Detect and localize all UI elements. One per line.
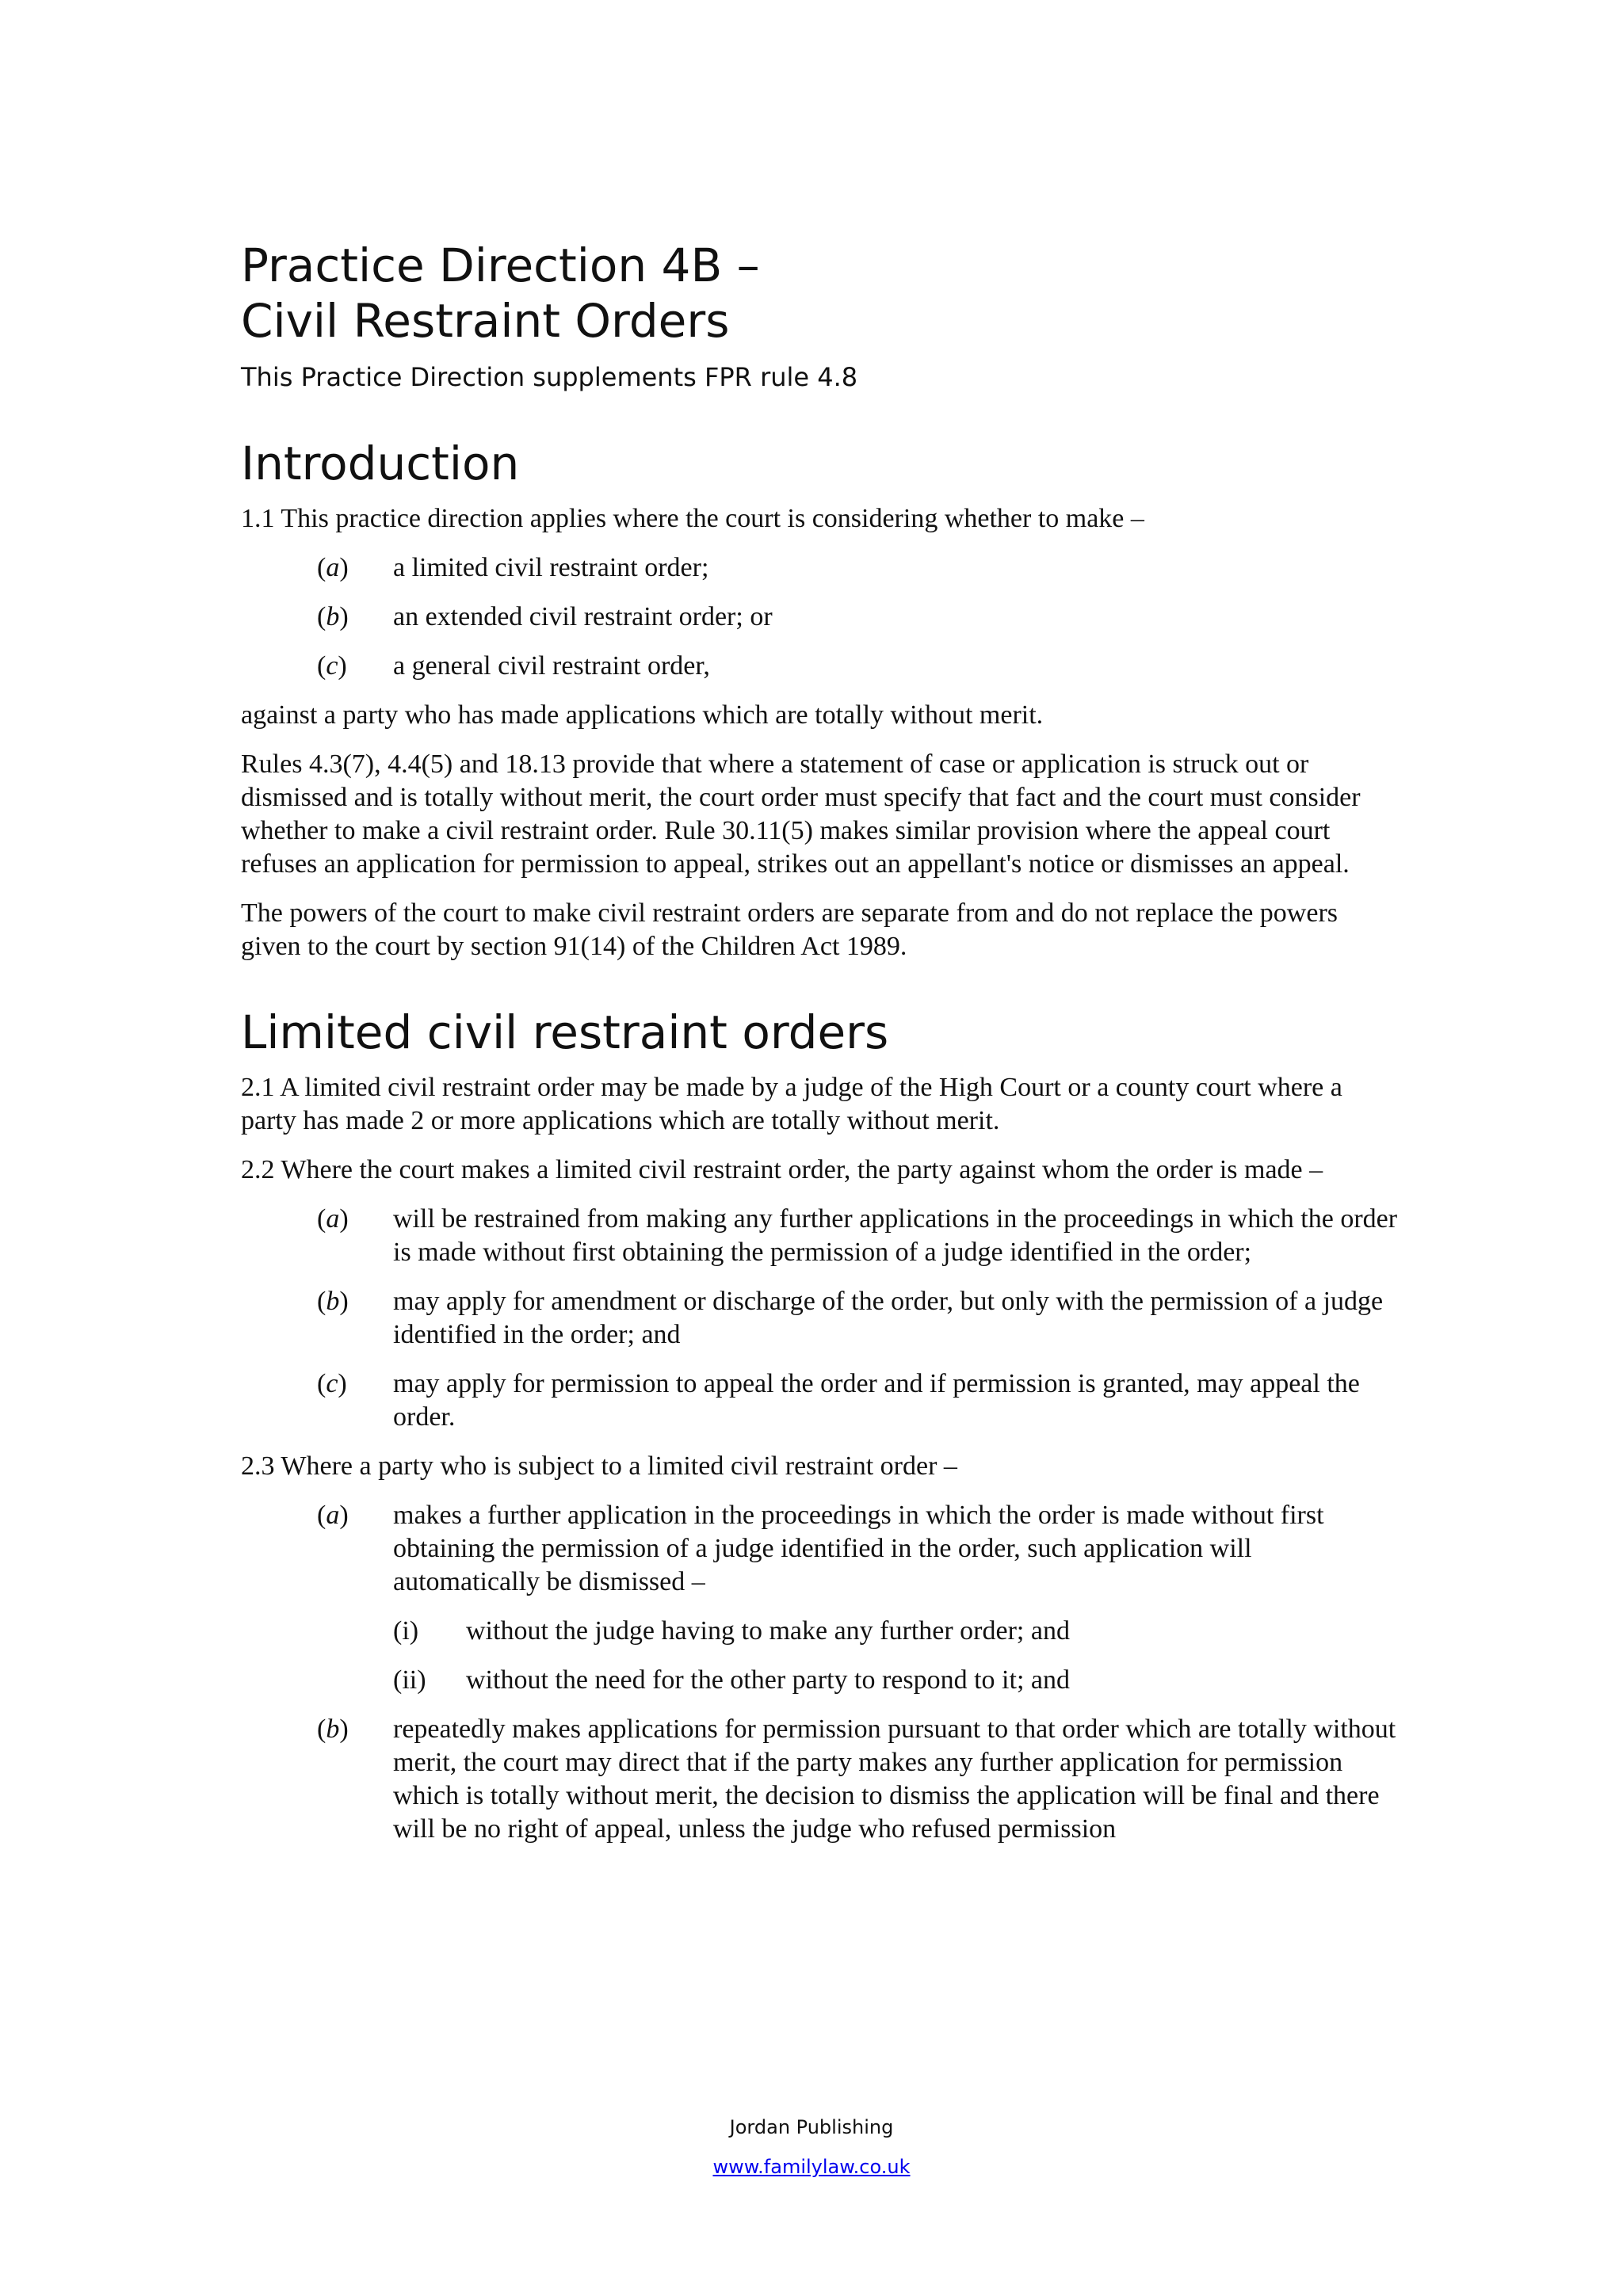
list-item bbox=[317, 650, 1398, 683]
sub-list-item bbox=[393, 1664, 1398, 1697]
list-item bbox=[317, 1499, 1398, 1599]
footer-publisher: Jordan Publishing bbox=[729, 2116, 894, 2138]
title-line-1: Practice Direction 4B – bbox=[241, 238, 760, 292]
list-item bbox=[317, 551, 1398, 585]
list-item bbox=[317, 601, 1398, 634]
item-text: may apply for amendment or discharge of the order, but only with the permission of a judge identified in the order; and bbox=[393, 1287, 1384, 1349]
paragraph-2-2: 2.2 Where the court makes a limited civil restraint order, the party against whom the order is made – bbox=[241, 1155, 1323, 1184]
list-item bbox=[317, 1367, 1398, 1434]
subitem-text: without the judge having to make any further order; and bbox=[466, 1616, 1070, 1646]
footer-url-container bbox=[0, 2153, 1623, 2180]
item-text: makes a further application in the proceedings in which the order is made without first obtaining the permission of a judge identified in the order, such application will automatically be dismissed – bbox=[393, 1501, 1324, 1596]
item-text: repeatedly makes applications for permission pursuant to that order which are totally without merit, the court may direct that if the party makes any further application for permission which is totally without merit, the decision to dismiss the application will be final and there will be no right of appeal, unless the judge who refused permission bbox=[393, 1714, 1396, 1844]
subitem-label: (i) bbox=[393, 1616, 419, 1646]
list-item bbox=[317, 1713, 1398, 1846]
section-heading-introduction: Introduction bbox=[241, 437, 520, 490]
item-text: an extended civil restraint order; or bbox=[393, 602, 773, 631]
paragraph-against: against a party who has made applications which are totally without merit. bbox=[241, 700, 1044, 730]
item-label: (b) bbox=[317, 1714, 349, 1744]
list-item bbox=[317, 1285, 1398, 1352]
item-label: (a) bbox=[317, 553, 349, 582]
document-title bbox=[241, 238, 1398, 349]
document-subtitle: This Practice Direction supplements FPR rule 4.8 bbox=[241, 362, 858, 392]
list-item bbox=[317, 1203, 1398, 1269]
paragraph-2-3: 2.3 Where a party who is subject to a limited civil restraint order – bbox=[241, 1451, 957, 1481]
item-label: (a) bbox=[317, 1501, 349, 1530]
paragraph-powers: The powers of the court to make civil restraint orders are separate from and do not replace the powers given to the court by section 91(14) of the Children Act 1989. bbox=[241, 898, 1338, 961]
sub-list-item bbox=[393, 1615, 1398, 1648]
subitem-text: without the need for the other party to respond to it; and bbox=[466, 1665, 1070, 1695]
paragraph-2-1: 2.1 A limited civil restraint order may be made by a judge of the High Court or a county court where a party has made 2 or more applications which are totally without merit. bbox=[241, 1073, 1342, 1135]
document-content bbox=[241, 238, 1398, 1862]
item-label: (a) bbox=[317, 1204, 349, 1234]
title-line-2: Civil Restraint Orders bbox=[241, 294, 730, 348]
section-heading-limited: Limited civil restraint orders bbox=[241, 1005, 889, 1059]
footer-url-link[interactable]: www.familylaw.co.uk bbox=[712, 2156, 911, 2178]
item-text: will be restrained from making any further applications in the proceedings in which the order is made without first obtaining the permission of a judge identified in the order; bbox=[393, 1204, 1398, 1267]
item-text: may apply for permission to appeal the order and if permission is granted, may appeal the order. bbox=[393, 1369, 1360, 1432]
subitem-label: (ii) bbox=[393, 1665, 426, 1695]
item-text: a general civil restraint order, bbox=[393, 651, 710, 681]
item-label: (b) bbox=[317, 602, 349, 631]
item-label: (c) bbox=[317, 651, 347, 681]
item-label: (b) bbox=[317, 1287, 349, 1316]
paragraph-rules: Rules 4.3(7), 4.4(5) and 18.13 provide that where a statement of case or application is struck out or dismissed and is totally without merit, the court order must specify that fact and the court must consider whether to make a civil restraint order. Rule 30.11(5) makes similar provision where the appeal court refuses an application for permission to appeal, strikes out an appellant's notice or dismisses an appeal. bbox=[241, 749, 1361, 879]
paragraph-1-1: 1.1 This practice direction applies where the court is considering whether to make – bbox=[241, 504, 1144, 533]
item-text: a limited civil restraint order; bbox=[393, 553, 709, 582]
item-label: (c) bbox=[317, 1369, 347, 1398]
